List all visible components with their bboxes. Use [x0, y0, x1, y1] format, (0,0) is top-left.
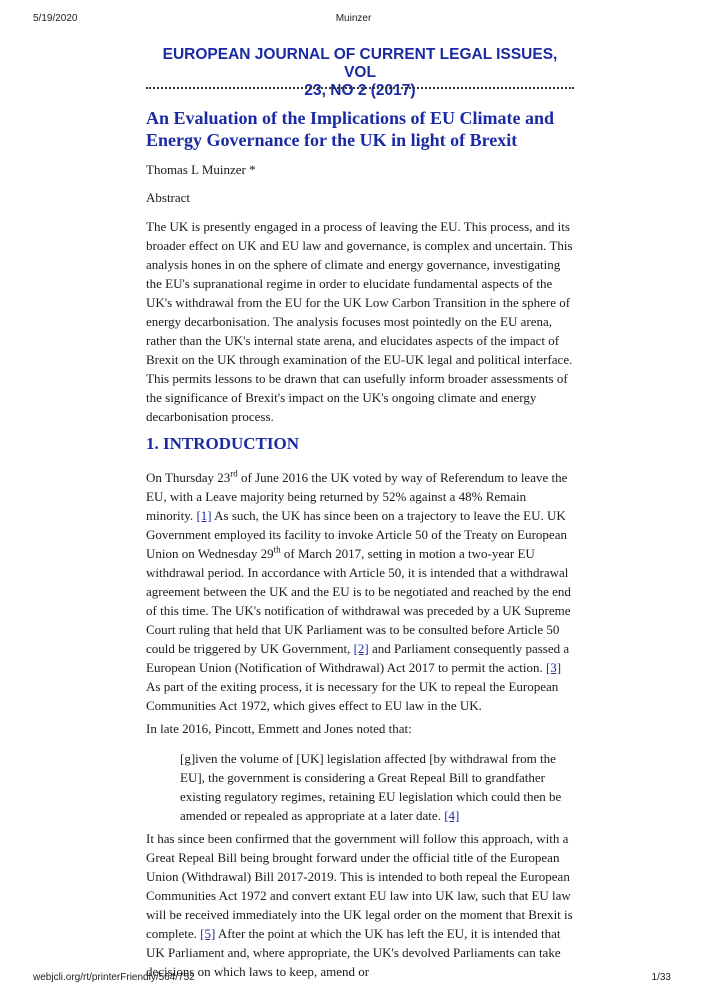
- print-url: webjcli.org/rt/printerFriendly/564/752: [33, 972, 195, 983]
- footnote-link-4[interactable]: [4]: [444, 808, 460, 823]
- journal-title-line1: EUROPEAN JOURNAL OF CURRENT LEGAL ISSUES, VOL: [162, 46, 558, 81]
- intro-paragraph-3: [146, 829, 576, 981]
- footnote-link-5[interactable]: [5]: [200, 926, 216, 941]
- article-title: [146, 107, 586, 151]
- quote-text: [g]iven the volume of [UK] legislation affected [by withdrawal from the EU], the government is considering a Great Repeal Bill to grandfather existing regulatory regimes, retaining EU legislation which could then be amended or repealed as appropriate at a later date.: [180, 751, 562, 823]
- article-title-line2: Energy Governance for the UK in light of Brexit: [146, 130, 518, 150]
- p1-text-b: of June 2016 the UK voted by way of Referendum to leave the EU, with a Leave majority being returned by 52% against a 48% Remain minority.: [146, 470, 568, 523]
- footnote-link-3[interactable]: [3]: [545, 660, 562, 675]
- p3-text-b: After the point at which the UK has left the EU, it is intended that UK Parliament and, where appropriate, the UK's devolved Parliaments can take decisions on which laws to keep, amend or: [146, 926, 561, 979]
- p1-text-d: of March 2017, setting in motion a two-year EU withdrawal period. In accordance with Article 50, it is intended that a withdrawal agreement between the UK and the EU is to be negotiated and reached by the end of this time. The UK's notification of withdrawal was preceded by a UK Supreme Court ruling that held that UK Parliament was to be consulted before Article 50 could be triggered by UK Government,: [146, 546, 571, 656]
- p3-text-a: It has since been confirmed that the government will follow this approach, with a Great Repeal Bill being brought forward under the official title of the European Union (Withdrawal) Bill 2017-2019. This is intended to both repeal the European Communities Act 1972 and convert extant EU law into UK law, such that EU law will be received immediately into the UK legal order on the moment that Brexit is complete.: [146, 831, 573, 941]
- p1-sup-rd: rd: [230, 468, 238, 479]
- p1-text-c: As such, the UK has since been on a trajectory to leave the EU. UK Government employed its facility to invoke Article 50 of the Treaty on European Union on Wednesday 29: [146, 508, 567, 561]
- block-quote: [180, 749, 574, 825]
- journal-title: [146, 46, 574, 100]
- p1-text-f: As part of the exiting process, it is necessary for the UK to repeal the European Communities Act 1972, which gives effect to EU law in the UK.: [146, 679, 559, 713]
- footnote-link-2[interactable]: [2]: [353, 641, 369, 656]
- intro-paragraph-2: In late 2016, Pincott, Emmett and Jones noted that:: [146, 721, 412, 736]
- article-title-line1: An Evaluation of the Implications of EU Climate and: [146, 108, 555, 128]
- footnote-link-1[interactable]: [1]: [196, 508, 212, 523]
- abstract-text: The UK is presently engaged in a process of leaving the EU. This process, and its broader effect on UK and EU law and governance, is complex and uncertain. This analysis hones in on the sphere of climate and energy governance, investigating the EU's supranational regime in order to elucidate fundamental aspects of the UK's withdrawal from the EU for the UK Low Carbon Transition in the sphere of energy decarbonisation. The analysis focuses most pointedly on the EU arena, rather than the UK's internal state arena, and elucidates aspects of the impact of Brexit on the UK through examination of the EU-UK legal and political interface. This permits lessons to be drawn that can usefully inform broader assessments of the significance of Brexit's impact on the UK's ongoing climate and energy decarbonisation process.: [146, 219, 573, 424]
- intro-paragraph-1: [146, 468, 576, 715]
- p1-text-e: and Parliament consequently passed a European Union (Notification of Withdrawal) Act 2017 to permit the action.: [146, 641, 570, 675]
- p1-sup-th: th: [273, 544, 281, 555]
- page-number: 1/33: [651, 972, 671, 983]
- p1-text-a: On Thursday 23: [146, 470, 231, 485]
- print-site-title: Muinzer: [335, 13, 372, 24]
- author: Thomas L Muinzer *: [146, 162, 256, 177]
- abstract-heading: Abstract: [146, 190, 191, 205]
- print-date: 5/19/2020: [33, 13, 78, 24]
- section-heading-introduction: 1. INTRODUCTION: [146, 434, 300, 453]
- dotted-divider: [146, 87, 574, 89]
- journal-title-line2: 23, NO 2 (2017): [304, 82, 416, 99]
